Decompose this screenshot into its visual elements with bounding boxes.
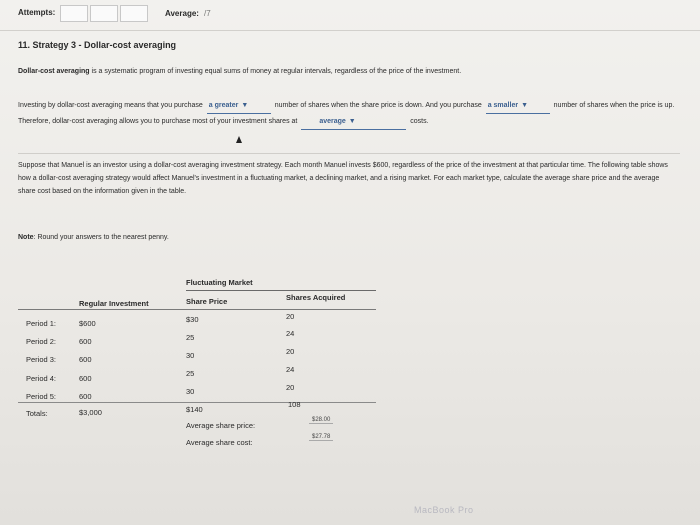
note: [18, 234, 169, 241]
group-header: Fluctuating Market: [186, 278, 253, 287]
definition-text: [18, 68, 678, 75]
attempt-box: [60, 5, 88, 22]
divider: [18, 153, 680, 154]
avg-cost-label: Average share cost:: [186, 438, 253, 447]
col-header-price: Share Price: [186, 297, 228, 306]
row-price: $30: [186, 315, 199, 324]
header-rule: [18, 309, 376, 310]
dropdown-value: average: [319, 118, 346, 125]
avg-price-label: Average share price:: [186, 421, 256, 430]
caret-down-icon: ▼: [348, 118, 356, 125]
group-header-rule: [186, 290, 376, 291]
totals-rule: [18, 402, 376, 403]
col-header-regular: Regular Investment: [79, 299, 149, 308]
row-price: 30: [186, 351, 195, 360]
row-investment: $600: [79, 319, 96, 328]
macbook-watermark: MacBook Pro: [414, 505, 474, 515]
row-price: 25: [186, 333, 195, 342]
attempts-bar: [0, 0, 700, 31]
para1-text-3: number of shares when the price is up. Therefore, dollar-cost averaging allows you to purchase most of your investment shares at: [18, 102, 675, 125]
dropdown-cost-level[interactable]: [301, 114, 406, 130]
attempt-boxes: [60, 5, 150, 22]
row-shares: 24: [286, 365, 295, 374]
para1-text-2: number of shares when the share price is down. And you purchase: [274, 102, 482, 109]
row-shares: 24: [286, 329, 295, 338]
row-period: Period 2:: [26, 337, 57, 346]
row-investment: 600: [79, 392, 92, 401]
avg-price-answer[interactable]: $28.00: [309, 417, 333, 424]
dropdown-value: a greater: [208, 102, 239, 109]
attempt-box: [120, 5, 148, 22]
row-period: Period 3:: [26, 355, 57, 364]
row-shares: 20: [286, 383, 295, 392]
para1-text-4: costs.: [410, 118, 429, 125]
note-text: : Round your answers to the nearest penny.: [33, 234, 169, 241]
row-investment: 600: [79, 355, 92, 364]
definition-term: Dollar-cost averaging: [18, 68, 90, 75]
caret-down-icon: ▼: [241, 102, 249, 109]
row-period: Period 1:: [26, 319, 57, 328]
row-period: Period 5:: [26, 392, 57, 401]
average-value: /7: [204, 9, 211, 18]
row-investment: 600: [79, 374, 92, 383]
totals-label: Totals:: [26, 409, 48, 418]
row-price: 25: [186, 369, 195, 378]
attempt-box: [90, 5, 118, 22]
para1-text-1: Investing by dollar-cost averaging means that you purchase: [18, 102, 203, 109]
row-period: Period 4:: [26, 374, 57, 383]
mouse-cursor-icon: [236, 136, 242, 143]
question-paragraph: [18, 98, 678, 130]
col-header-shares: Shares Acquired: [286, 293, 346, 302]
attempts-label: Attempts:: [18, 8, 56, 17]
dropdown-greater-smaller-1[interactable]: [207, 98, 271, 114]
caret-down-icon: ▼: [521, 102, 528, 109]
row-shares: 20: [286, 347, 295, 356]
totals-shares: 108: [288, 400, 301, 409]
average-label: Average:: [165, 9, 199, 18]
dropdown-greater-smaller-2[interactable]: [486, 98, 550, 114]
investment-table: [18, 278, 378, 447]
totals-investment: $3,000: [79, 408, 102, 417]
dropdown-value: a smaller: [487, 102, 519, 109]
scenario-paragraph: Suppose that Manuel is an investor using a dollar-cost averaging investment strategy. Each month Manuel invests $600, regardless of the price of the investment at that particular time. The following table shows how a dollar-cost averaging strategy would affect Manuel's investment in a fluctuating market, a declining market, and a rising market. For each market type, calculate the average share price and the average share cost based on the information given in the table.: [18, 162, 668, 195]
row-shares: 20: [286, 312, 295, 321]
note-label: Note: [18, 234, 34, 241]
row-price: 30: [186, 387, 195, 396]
definition-body: is a systematic program of investing equal sums of money at regular intervals, regardless of the price of the investment.: [89, 68, 462, 75]
question-title: 11. Strategy 3 - Dollar-cost averaging: [18, 40, 177, 50]
avg-cost-answer[interactable]: $27.78: [309, 434, 333, 441]
row-investment: 600: [79, 337, 92, 346]
totals-price: $140: [186, 405, 203, 414]
